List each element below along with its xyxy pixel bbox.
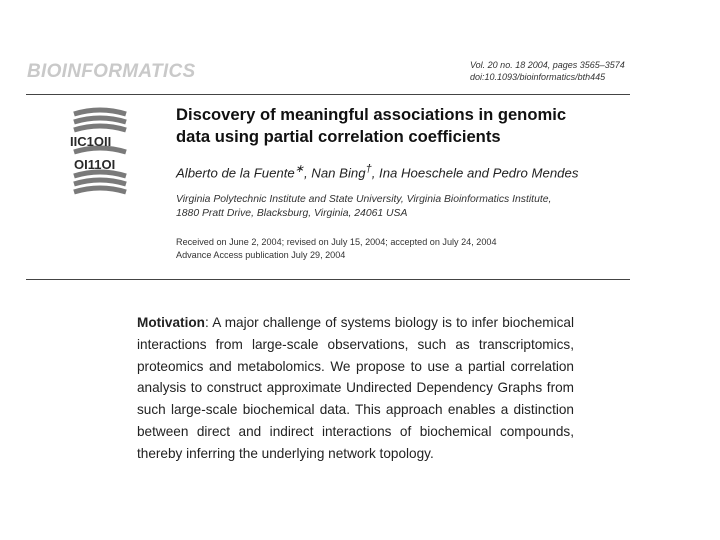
abstract-motivation	[137, 312, 574, 465]
header-rule	[26, 94, 630, 95]
title-line-1: Discovery of meaningful associations in genomic	[176, 105, 567, 124]
advance-access: Advance Access publication July 29, 2004	[176, 250, 346, 260]
affiliation-line-2: 1880 Pratt Drive, Blacksburg, Virginia, 24061 USA	[176, 208, 408, 219]
author-bing: , Nan Bing	[303, 165, 366, 181]
affiliation-line-1: Virginia Polytechnic Institute and State University, Virginia Bioinformatics Institute,	[176, 194, 552, 205]
volume-pages: Vol. 20 no. 18 2004, pages 3565–3574	[470, 60, 625, 70]
bioinformatics-helix-logo-icon	[66, 106, 134, 200]
citation-info	[470, 59, 660, 83]
logo-text-lower: OI11OI	[74, 157, 116, 172]
logo-text-upper: IIC1OII	[70, 134, 112, 149]
affiliation	[176, 193, 616, 221]
abstract-text: A major challenge of systems biology is to infer biochemical interactions from large-scale observations, such as transcriptomics, proteomics and metabolomics. We propose to use a partial correlation analysis to construct approximate Undirected Dependency Graphs from such large-scale biochemical data. This approach enables a distinction between direct and indirect interactions of biochemical compounds, thereby inferring the underlying network topology.	[137, 315, 574, 461]
doi: doi:10.1093/bioinformatics/bth445	[470, 72, 606, 82]
title-line-2: data using partial correlation coefficients	[176, 127, 501, 146]
journal-name: BIOINFORMATICS	[27, 61, 196, 82]
abstract-label: Motivation	[137, 315, 205, 330]
publication-dates	[176, 236, 616, 262]
header-bottom-rule	[26, 279, 630, 280]
received-dates: Received on June 2, 2004; revised on July 15, 2004; accepted on July 24, 2004	[176, 237, 497, 247]
footnote-star: ∗	[294, 163, 304, 175]
abstract-colon: :	[204, 315, 209, 330]
author-list	[176, 162, 646, 180]
author-de-la-fuente: Alberto de la Fuente	[176, 165, 295, 181]
paper-title	[176, 104, 646, 148]
footnote-dagger: †	[365, 163, 372, 175]
authors-rest: , Ina Hoeschele and Pedro Mendes	[371, 165, 579, 181]
